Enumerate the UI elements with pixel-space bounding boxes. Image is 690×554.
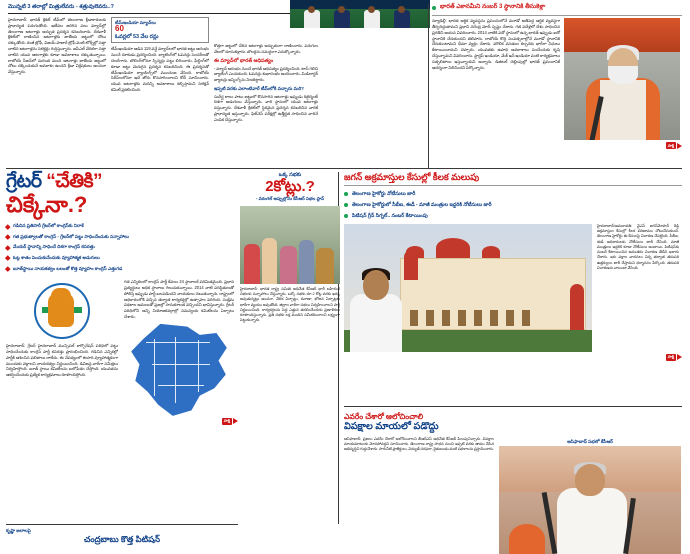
top-right-story — [432, 4, 682, 169]
greater-col2-text: గత ఎన్నికలలో కాంగ్రెస్‌ పార్టీ కేవలం 24 స్థానాలకే పరిమితమైంది. ప్రధాన ప్రత్యర్థులు అధిక స్థానాలు గెలుచుకున్నాయి. 2014 నాటి పరిస్థితులతో పోలిస్తే ఇప్పుడు పార్టీ బలపడిందని నాయకులు చెబుతున్నారు. రాష్ట్రంలో అధికారంలోకి వచ్చిన తర్వాత కార్యకర్తల్లో ఉత్సాహం పెరిగింది. సంక్షేమ పథకాల అమలుతో ప్రజల్లో సానుకూలత వచ్చిందని భావిస్తున్నారు. గ్రేటర్‌ పరిధిలోని అన్ని నియోజకవర్గాల్లో సమన్వయ కమిటీలను ఏర్పాటు చేశారు. — [124, 279, 234, 320]
kcr-body-text: ఆసిఫాబాద్‌: ప్రజలు ఎవరేం చేశారో ఆలోచించాలని బీఆర్‌ఎస్‌ అధినేత కేసీఆర్‌ పిలుపునిచ్చారు. విపక్షాల మాయమాటలకు మోసపోవద్దని సూచించారు. తెలంగాణ రాష్ట్ర సాధన నుంచి ఇప్పటి వరకు తాము చేసిన అభివృద్ధిని గుర్తుచేశారు. సాగునీటి ప్రాజెక్టులు, విద్యుత్‌ సరఫరా, రైతుబంధు వంటి పథకాలను ప్రస్తావించారు. — [344, 436, 494, 452]
greater-col1-text: హైదరాబాద్‌: గ్రేటర్‌ హైదరాబాద్‌ మున్సిపల్‌ కార్పొరేషన్‌ పరిధిలో పట్టు సాధించేందుకు కాంగ్రెస్‌ పార్టీ కసరత్తు ప్రారంభించింది. గడిచిన ఎన్నికల్లో పార్టీకి ఆశించిన ఫలితాలు రాలేదు. ఈ నేపథ్యంలో ఈసారి వ్యూహాత్మకంగా ముందుకు వెళ్లాలని నాయకత్వం నిర్ణయించింది. డివిజన్ల వారీగా సమీక్షలు నిర్వహిస్తోంది. బూత్‌ స్థాయి కమిటీలను బలోపేతం చేస్తోంది. యువతను ఆకర్షించేందుకు ప్రత్యేక కార్యక్రమాలు రూపొందిస్తోంది. — [6, 343, 118, 378]
greater-title-part1: గ్రేటర్‌ — [6, 171, 47, 192]
top-left-col3-sub2: ఇప్పటి వరకు ఎలాంటివారే టీమ్‌లోకి వచ్చారు మరి? — [214, 86, 304, 92]
top-left-story — [8, 4, 324, 164]
portrait-face — [363, 270, 389, 300]
building-window — [458, 310, 466, 326]
crowd-figure — [280, 246, 297, 284]
center-col-big-number: 2కోట్లు.? — [265, 177, 315, 195]
building-minaret — [404, 250, 418, 280]
modi-photo — [564, 18, 680, 140]
cricket-photo-image — [290, 0, 430, 28]
map-border-line — [152, 364, 210, 365]
divider — [6, 168, 682, 169]
center-col-sub: - వరంగల్‌ అప్పుల్లోను కేసీఆర్‌ సభల ప్లాన్‌ — [255, 196, 325, 202]
top-left-col2-text: టీమ్‌ఇండియా ఆడిన 119 వన్డే మ్యాచ్‌లలో భారత జట్టు ఆరంభం నుంచే దూకుడు ప్రదర్శించింది. బ్యాటింగ్‌లో ఓపెనర్లు సెంచరీలతో చెలరేగారు. బౌలింగ్‌లోనూ స్పిన్నర్లు పట్టు బిగించారు. ఫీల్డింగ్‌లో కూడా జట్టు మెరుగైన ప్రదర్శన కనబరిచింది. ఈ ప్రదర్శనతో టీమ్‌ఇండియా ర్యాంకింగ్స్‌లో ముందంజ వేసింది. రాబోయే సిరీస్‌లలోనూ ఇదే జోరు కొనసాగించాలని కోచ్‌ సూచించారు. యువ ఆటగాళ్లకు మరిన్ని అవకాశాలు కల్పిస్తామని సెలెక్షన్‌ కమిటీ ప్రకటించింది. — [111, 46, 209, 92]
building-minaret — [570, 284, 584, 330]
center-col-title: ఒక్క సభకు — [278, 172, 302, 178]
divider — [432, 15, 682, 16]
map-border-line — [175, 337, 176, 403]
greater-title-part2: “చేతికి” — [46, 171, 103, 192]
map-border-line — [154, 339, 155, 396]
logo-label: సాక్షి — [667, 354, 674, 360]
jagan-bullet: పిటిషన్‌ గ్రీన్‌ సిగ్నల్‌.. నంబర్‌ కేటాయింపు — [344, 213, 682, 219]
crowd-figure — [299, 240, 314, 284]
greater-bullet: మేయర్‌ స్థానాన్ని సాధించే దిశగా కాంగ్రెస్‌ కసరత్తు — [6, 244, 238, 250]
building-window — [522, 310, 530, 326]
subject-body — [557, 488, 627, 554]
section-logo — [344, 354, 682, 361]
stat-box-title: టీమ్‌ఇండియా మ్యాచ్‌లు — [115, 19, 156, 25]
kcr-photo-column — [499, 437, 681, 554]
congress-logo — [34, 283, 90, 339]
subject-scarf — [600, 80, 646, 140]
top-left-col1-text: హైదరాబాద్‌: భారత్‌ క్రికెట్‌ టీమ్‌లో తెలంగాణ క్రీడాకారులకు ప్రాధాన్యత పెరుగుతోంది. ఇటీవల జరిగిన పలు మ్యాచ్‌ల్లో తెలంగాణ ఆటగాళ్లు అద్భుత ప్రదర్శన కనబరిచారు. దేశవాళీ క్రికెట్‌లో రాణించిన ఆటగాళ్లకు జాతీయ జట్టులో చోటు దక్కుతోంది. రంజీ ట్రోఫీ, విజయ్‌ హజారే ట్రోఫీ వంటి టోర్నీల్లో సత్తా చాటిన ఆటగాళ్లను సెలెక్టర్లు గుర్తిస్తున్నారు. ఐపీఎల్‌ వేదికగా సత్తా చాటిన యువ ఆటగాళ్లకు కూడా అవకాశాలు దక్కుతున్నాయి. రాబోయే సీజన్‌లో మరింత మంది ఆటగాళ్లు జాతీయ జట్టులో చోటు దక్కించుకునే అవకాశం ఉందని క్రీడా విశ్లేషకులు అంచనా వేస్తున్నారు. — [8, 16, 106, 75]
player-figure — [334, 10, 350, 28]
stat-box — [111, 17, 209, 43]
crowd-figure — [262, 238, 277, 284]
building-window — [442, 310, 450, 326]
building-window — [426, 310, 434, 326]
chandrababu-story — [6, 528, 238, 550]
kcr-sabha-cost-story — [240, 172, 340, 524]
rally-crowd-photo — [240, 206, 340, 284]
building-dome — [482, 246, 500, 258]
logo-triangle-icon — [677, 354, 682, 360]
top-left-col3-text2: - మ్యాచ్‌ ఆరంభం నుంచే భారత్‌ ఆధిపత్యం ప్రదర్శించింది. టాస్‌ గెలిచి బ్యాటింగ్‌ ఎంచుకుంది. ఓపెనర్లు శుభారంభం అందించారు. మిడిలార్డర్‌ బ్యాటర్లు ఇన్నింగ్స్‌ను నిలబెట్టారు. — [214, 65, 318, 83]
kcr-headline-line1: ఎవరేం చేశారో ఆలోచించాలి — [344, 412, 424, 421]
kcr-headline-line2: విపక్షాల మాయలో పడొద్దు — [344, 421, 439, 433]
stat-box-sub: ఓవర్లలో 53 వేల రన్లు — [115, 34, 159, 41]
greater-bullet: ఓట్ల శాతం పెంచుకునేందుకు వ్యూహాత్మక అడుగులు — [6, 255, 238, 261]
map-shape — [127, 324, 231, 416]
kcr-photo-caption: ఆసిఫాబాద్‌ సభలో కేసీఆర్‌ — [567, 438, 613, 444]
kcr-photo — [499, 446, 681, 554]
jagan-bullet: తెలంగాణ హైకోర్టులో సీబీఐ, ఈడీ - మాజీ మంత్రుల ఇద్దరికి నోటీసులు జారీ — [344, 202, 682, 208]
flower-decoration — [509, 524, 545, 554]
map-border-line — [198, 340, 199, 392]
jagan-body: హైదరాబాద్‌/అమరావతి: వైఎస్‌ జగన్‌మోహన్‌ రెడ్డి అక్రమాస్తుల కేసుల్లో కీలక పరిణామం చోటుచేసుకుంది. తెలంగాణ హైకోర్టు ఈ కేసులపై విచారణ చేపట్టింది. సీబీఐ, ఈడీ అధికారులకు నోటీసులు జారీ చేసింది. మాజీ మంత్రులు ఇద్దరికి కూడా నోటీసులు అందాయి. పిటిషన్‌కు నంబర్‌ కేటాయించిన అనంతరం విచారణ తేదీని ఖరారు చేశారు. ఇరు పక్షాల వాదనలు విన్న తర్వాత తదుపరి ఉత్తర్వులు జారీ చేస్తామని ధర్మాసనం పేర్కొంది. తదుపరి విచారణను వాయిదా వేసింది. — [597, 223, 679, 270]
kcr-speech-story — [344, 412, 682, 548]
high-court-photo — [344, 224, 592, 352]
player-figure — [364, 10, 380, 28]
subject-beard — [608, 66, 638, 84]
portrait-shirt — [350, 294, 402, 352]
top-left-col3-text3: సుదీర్ఘ కాలం పాటు జట్టులో కొనసాగిన ఆటగాళ్లు ఇప్పుడు రిటైర్మెంట్‌ దిశగా అడుగులు వేస్తున్నారు. వారి స్థానంలో యువ ఆటగాళ్లు వస్తున్నారు. దేశవాళీ క్రికెట్‌లో స్థిరమైన ప్రదర్శన కనబరిచిన వారికే ప్రాధాన్యత ఇస్తున్నారు. ఫిట్‌నెస్‌ పరీక్షల్లో ఉత్తీర్ణత సాధించిన వారినే ఎంపిక చేస్తున్నారు. — [214, 93, 318, 122]
chandrababu-kicker: కృష్ణా జలాలపై — [6, 528, 31, 533]
greater-bullet: గడిచిన ప్రతిసారీ గ్రేటర్‌లో కాంగ్రెస్‌కు నిరాశే — [6, 223, 238, 229]
greater-bullet-list — [6, 223, 238, 271]
telangana-map — [127, 324, 231, 416]
crowd-figure — [316, 248, 334, 284]
greater-title-line2: చిక్కేనా.? — [6, 191, 88, 217]
logo-label: సాక్షి — [223, 418, 230, 424]
divider — [8, 13, 324, 14]
divider — [344, 406, 682, 407]
bullet-icon — [432, 6, 436, 10]
greater-column-2 — [124, 279, 234, 416]
top-left-headline: మొన్నటి 3 తరాల్లో మిత్రులేవరు - శత్రువులెవరు..? — [8, 4, 114, 10]
top-right-headline — [432, 4, 682, 12]
building-window — [506, 310, 514, 326]
center-col-body: హైదరాబాద్‌: భారత రాష్ట్ర సమితి అధినేత కేసీఆర్‌ భారీ బహిరంగ సభలకు సన్నాహాలు చేస్తున్నారు. ఒక్కో సభకు రూ.2 కోట్ల వరకు ఖర్చు అవుతున్నట్లు అంచనా. వేదిక ఏర్పాట్లు, రవాణా, భోజన ఏర్పాట్లకు భారీగా వ్యయం అవుతోంది. జిల్లాల వారీగా సభలు నిర్వహించాలని పార్టీ నిర్ణయించింది. కార్యకర్తలను పెద్ద ఎత్తున తరలించేందుకు ప్రణాళికలు రూపొందిస్తున్నారు. ప్రతి సభకు లక్ష మందిని సమీకరించాలని లక్ష్యంగా పెట్టుకున్నారు. — [240, 286, 340, 323]
map-border-line — [146, 342, 210, 343]
divider — [6, 524, 238, 525]
logo-triangle-icon — [233, 418, 238, 424]
top-right-headline-text: భారత్‌ ఎకానమీని నంబర్‌ 3 స్థానానికి తీసుకెళ్లా — [440, 4, 546, 10]
jagan-case-story — [344, 172, 682, 408]
greater-column-1 — [6, 279, 118, 416]
jagan-text-column — [597, 224, 679, 352]
building-window — [410, 310, 418, 326]
top-left-column-3 — [214, 17, 318, 123]
top-left-column-2 — [111, 17, 209, 123]
greater-bullet: బూత్‌స్థాయి నాయకత్వం బలంతో కొత్త వ్యూహం కాంగ్రెస్‌ ఎత్తుగడ — [6, 266, 238, 272]
top-right-text-column — [432, 18, 560, 140]
building-dome — [436, 238, 470, 258]
divider — [344, 185, 682, 186]
player-figure — [304, 10, 320, 28]
section-logo — [6, 418, 238, 425]
top-left-col3-text: కొత్తగా జట్టులో చేరిన ఆటగాళ్లు అద్భుతంగా రాణించారు. పరుగుల వేటలో దూసుకెళ్లారు. బౌలర్లను సమర్థంగా ఎదుర్కొన్నారు. — [214, 42, 318, 54]
divider — [428, 4, 429, 168]
kcr-text-column — [344, 437, 494, 554]
hand-icon — [48, 293, 74, 327]
stat-box-number: 60 — [115, 24, 124, 34]
chandrababu-title: చంద్రబాబు కొత్త పిటిషన్‌ — [84, 534, 160, 544]
jagan-headline: జగన్‌ అక్రమాస్తుల కేసుల్లో కీలక మలుపు — [344, 172, 480, 182]
logo-label: సాక్షి — [667, 142, 674, 148]
subject-face — [575, 464, 605, 496]
greater-title-line1 — [6, 172, 238, 192]
top-left-col3-sub: ఈ మ్యాచ్‌లో భారత్‌ ఆధిపత్యం — [214, 57, 274, 64]
jagan-portrait — [350, 242, 402, 352]
logo-triangle-icon — [677, 143, 682, 149]
top-right-body: న్యూఢిల్లీ: భారత ఆర్థిక వ్యవస్థను ప్రపంచంలోనే మూడో అతిపెద్ద ఆర్థిక వ్యవస్థగా తీర్చిదిద్దుతామని ప్రధాని నరేంద్ర మోదీ స్పష్టం చేశారు. గత పదేళ్లలో దేశం సాధించిన ప్రగతిని ఆయన వివరించారు. 2014 నాటికి పదో స్థానంలో ఉన్న భారత్‌ ఇప్పుడు ఐదో స్థానానికి చేరుకుందని తెలిపారు. రాబోయే కొద్ది సంవత్సరాల్లోనే మూడో స్థానానికి చేరుకుంటామని ధీమా వ్యక్తం చేశారు. మౌలిక వసతుల కల్పనకు భారీగా నిధులు కేటాయించామని చెప్పారు. యువతకు ఉపాధి అవకాశాలు పెంచేందుకు కృషి చేస్తున్నామని వివరించారు. స్టార్టప్‌ ఇండియా, మేక్‌ ఇన్‌ ఇండియా వంటి కార్యక్రమాలు సత్ఫలితాలు ఇస్తున్నాయని అన్నారు. డిజిటల్‌ చెల్లింపుల్లో భారత్‌ ప్రపంచానికే ఆదర్శంగా నిలిచిందని పేర్కొన్నారు. — [432, 18, 560, 70]
logo-tag — [222, 418, 238, 425]
logo-tag — [666, 142, 682, 149]
logo-tag — [666, 354, 682, 361]
greater-bullet: గత ప్రభుత్వాలతో కాంగ్రెస్‌ - గ్రేటర్‌లో పట్టు సాధించేందుకు సన్నాహాలు — [6, 234, 238, 240]
section-logo — [432, 142, 682, 149]
building-window — [490, 310, 498, 326]
jagan-bullet: తెలంగాణ హైకోర్టు నోటీసులు జారీ — [344, 191, 682, 197]
building-window — [474, 310, 482, 326]
greater-chethiki-story — [6, 172, 238, 524]
cricket-photo — [290, 0, 430, 28]
crowd-figure — [244, 244, 260, 284]
player-figure — [394, 10, 410, 28]
top-left-column-1 — [8, 17, 106, 123]
